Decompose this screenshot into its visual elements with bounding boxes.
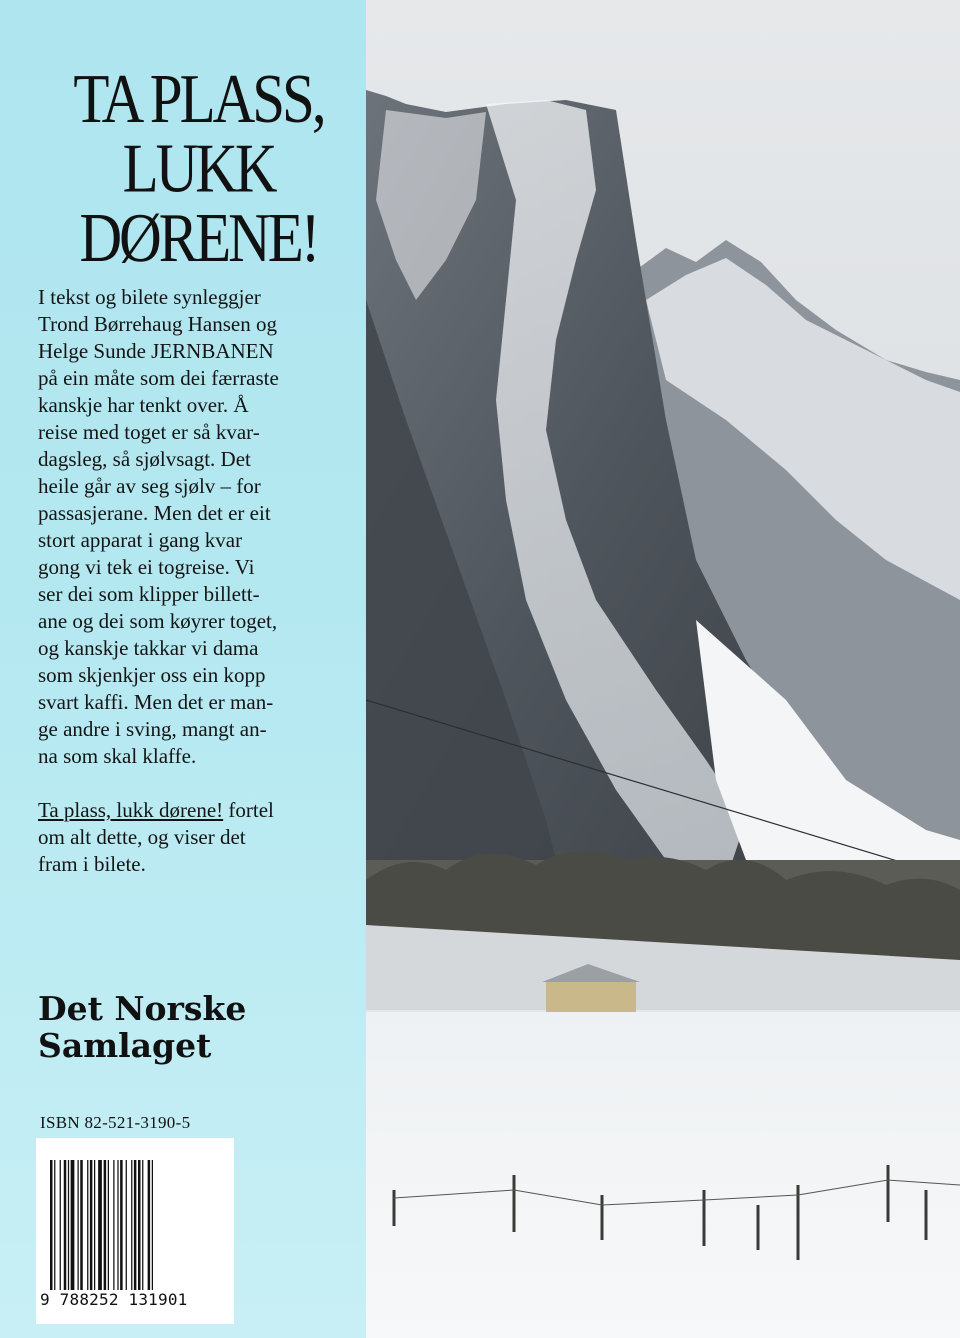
blurb-line: ser dei som klipper billett- xyxy=(38,582,260,606)
blurb-line: Helge Sunde JERNBANEN xyxy=(38,339,274,363)
blurb2-line-2: om alt dette, og viser det xyxy=(38,825,246,849)
book-title xyxy=(26,59,371,277)
publisher-name xyxy=(38,990,358,1064)
title-line-2: LUKK xyxy=(122,128,275,207)
blurb-line: ge andre i sving, mangt an- xyxy=(38,717,267,741)
barcode-digits: 9 788252 131901 xyxy=(40,1290,188,1309)
blurb-line: svart kaffi. Men det er man- xyxy=(38,690,274,714)
blurb xyxy=(38,284,368,878)
blurb2-line-1-rest: fortel xyxy=(223,798,274,822)
blurb-line: reise med toget er så kvar- xyxy=(38,420,260,444)
mountain-photo xyxy=(366,0,960,1338)
blurb-line: I tekst og bilete synleggjer xyxy=(38,285,261,309)
title-line-1: TA PLASS, xyxy=(73,59,324,138)
blurb-line: dagsleg, så sjølvsagt. Det xyxy=(38,447,251,471)
publisher-line-1: Det Norske xyxy=(38,989,247,1028)
blurb-line: på ein måte som dei færraste xyxy=(38,366,279,390)
blurb-line: og kanskje takkar vi dama xyxy=(38,636,259,660)
farmhouse xyxy=(546,980,636,1016)
title-line-3: DØRENE! xyxy=(79,198,318,277)
blurb2-line-1 xyxy=(38,797,368,824)
text-panel xyxy=(0,0,372,1338)
blurb-line: stort apparat i gang kvar xyxy=(38,528,243,552)
blurb-line: na som skal klaffe. xyxy=(38,744,197,768)
blurb-line: som skjenkjer oss ein kopp xyxy=(38,663,266,687)
isbn-number: ISBN 82-521-3190-5 xyxy=(40,1113,191,1132)
blurb2-line-3: fram i bilete. xyxy=(38,852,146,876)
blurb-line: passasjerane. Men det er eit xyxy=(38,501,271,525)
blurb-line: ane og dei som køyrer toget, xyxy=(38,609,278,633)
snow-field xyxy=(366,1012,960,1338)
blurb-line: Trond Børrehaug Hansen og xyxy=(38,312,277,336)
publisher-line-2: Samlaget xyxy=(38,1026,212,1065)
blurb-line: gong vi tek ei togreise. Vi xyxy=(38,555,255,579)
blurb-line: heile går av seg sjølv – for xyxy=(38,474,261,498)
underlined-title-reference: Ta plass, lukk dørene! xyxy=(38,798,224,822)
barcode-label xyxy=(36,1138,234,1324)
blurb-line: kanskje har tenkt over. Å xyxy=(38,393,249,417)
paragraph-gap xyxy=(38,770,368,797)
barcode-bars xyxy=(50,1160,220,1290)
